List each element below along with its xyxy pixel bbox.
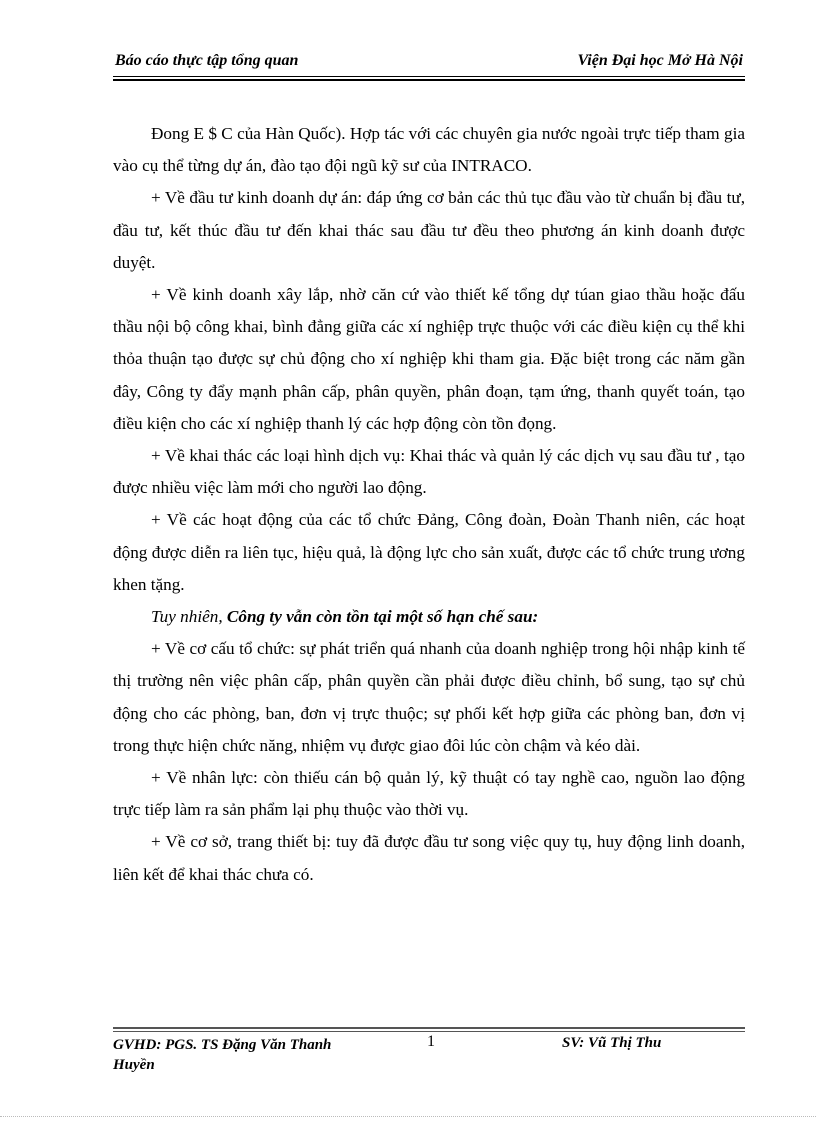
paragraph-6: + Về cơ cấu tổ chức: sự phát triển quá nhanh của doanh nghiệp trong hội nhập kinh tế thị trường nên việc phân cấp, phân quyền cần phải được điều chỉnh, bổ sung, tạo sự chủ động cho các phòng, ban, đơn vị trực thuộc; sự phối kết hợp giữa các phòng ban, đơn vị trong thực hiện chức năng, nhiệm vụ được giao đôi lúc còn chậm và kéo dài. <box>113 639 745 755</box>
footer-divider-thick <box>113 1027 745 1029</box>
footer-student: SV: Vũ Thị Thu <box>562 1035 662 1051</box>
header-divider-thin <box>113 76 745 77</box>
paragraph-1: Đong E $ C của Hàn Quốc). Hợp tác với các chuyên gia nước ngoài trực tiếp tham gia vào cụ thể từng dự án, đào tạo đội ngũ kỹ sư của INTRACO. <box>113 124 745 176</box>
paragraph-5: + Về các hoạt động của các tổ chức Đảng, Công đoàn, Đoàn Thanh niên, các hoạt động được diễn ra liên tục, hiệu quả, là động lực cho sản xuất, được các tổ chức trung ương khen tặng. <box>113 510 745 594</box>
document-body <box>113 118 745 891</box>
footer-supervisor: GVHD: PGS. TS Đặng Văn Thanh Huyền <box>113 1037 332 1073</box>
footer-divider-thin <box>113 1031 745 1032</box>
paragraph-8: + Về cơ sở, trang thiết bị: tuy đã được đầu tư song việc quy tụ, huy động linh doanh, liên kết để khai thác chưa có. <box>113 832 745 884</box>
heading-italic: Tuy nhiên, <box>151 607 227 627</box>
section-heading <box>113 601 745 633</box>
page-header <box>113 52 745 76</box>
header-divider-thick <box>113 79 745 81</box>
header-right-title: Viện Đại học Mở Hà Nội <box>577 52 743 69</box>
page-edge-dots <box>0 1116 816 1117</box>
paragraph-4: + Về khai thác các loại hình dịch vụ: Khai thác và quản lý các dịch vụ sau đầu tư , tạo được nhiều việc làm mới cho người lao động. <box>113 446 745 498</box>
header-left-title: Báo cáo thực tập tổng quan <box>115 52 299 69</box>
heading-bold-italic: Công ty vẫn còn tồn tại một số hạn chế sau: <box>226 607 539 627</box>
paragraph-7: + Về nhân lực: còn thiếu cán bộ quản lý, kỹ thuật có tay nghề cao, nguồn lao động trực tiếp làm ra sản phẩm lại phụ thuộc vào thời vụ. <box>113 768 745 820</box>
paragraph-2: + Về đầu tư kinh doanh dự án: đáp ứng cơ bản các thủ tục đầu vào từ chuẩn bị đầu tư, đầu tư, kết thúc đầu tư đến khai thác sau đầu tư đều theo phương án kinh doanh được duyệt. <box>113 188 745 272</box>
paragraph-3: + Về kinh doanh xây lắp, nhờ căn cứ vào thiết kế tổng dự túan giao thầu hoặc đấu thầu nội bộ công khai, bình đẳng giữa các xí nghiệp trực thuộc với các điều kiện cụ thể khi thỏa thuận tạo được sự chủ động cho xí nghiệp khi tham gia. Đặc biệt trong các năm gần đây, Công ty đẩy mạnh phân cấp, phân quyền, phân đoạn, tạm ứng, thanh quyết toán, tạo điều kiện cho các xí nghiệp thanh lý các hợp động còn tồn đọng. <box>113 285 745 433</box>
page-number: 1 <box>427 1033 435 1050</box>
